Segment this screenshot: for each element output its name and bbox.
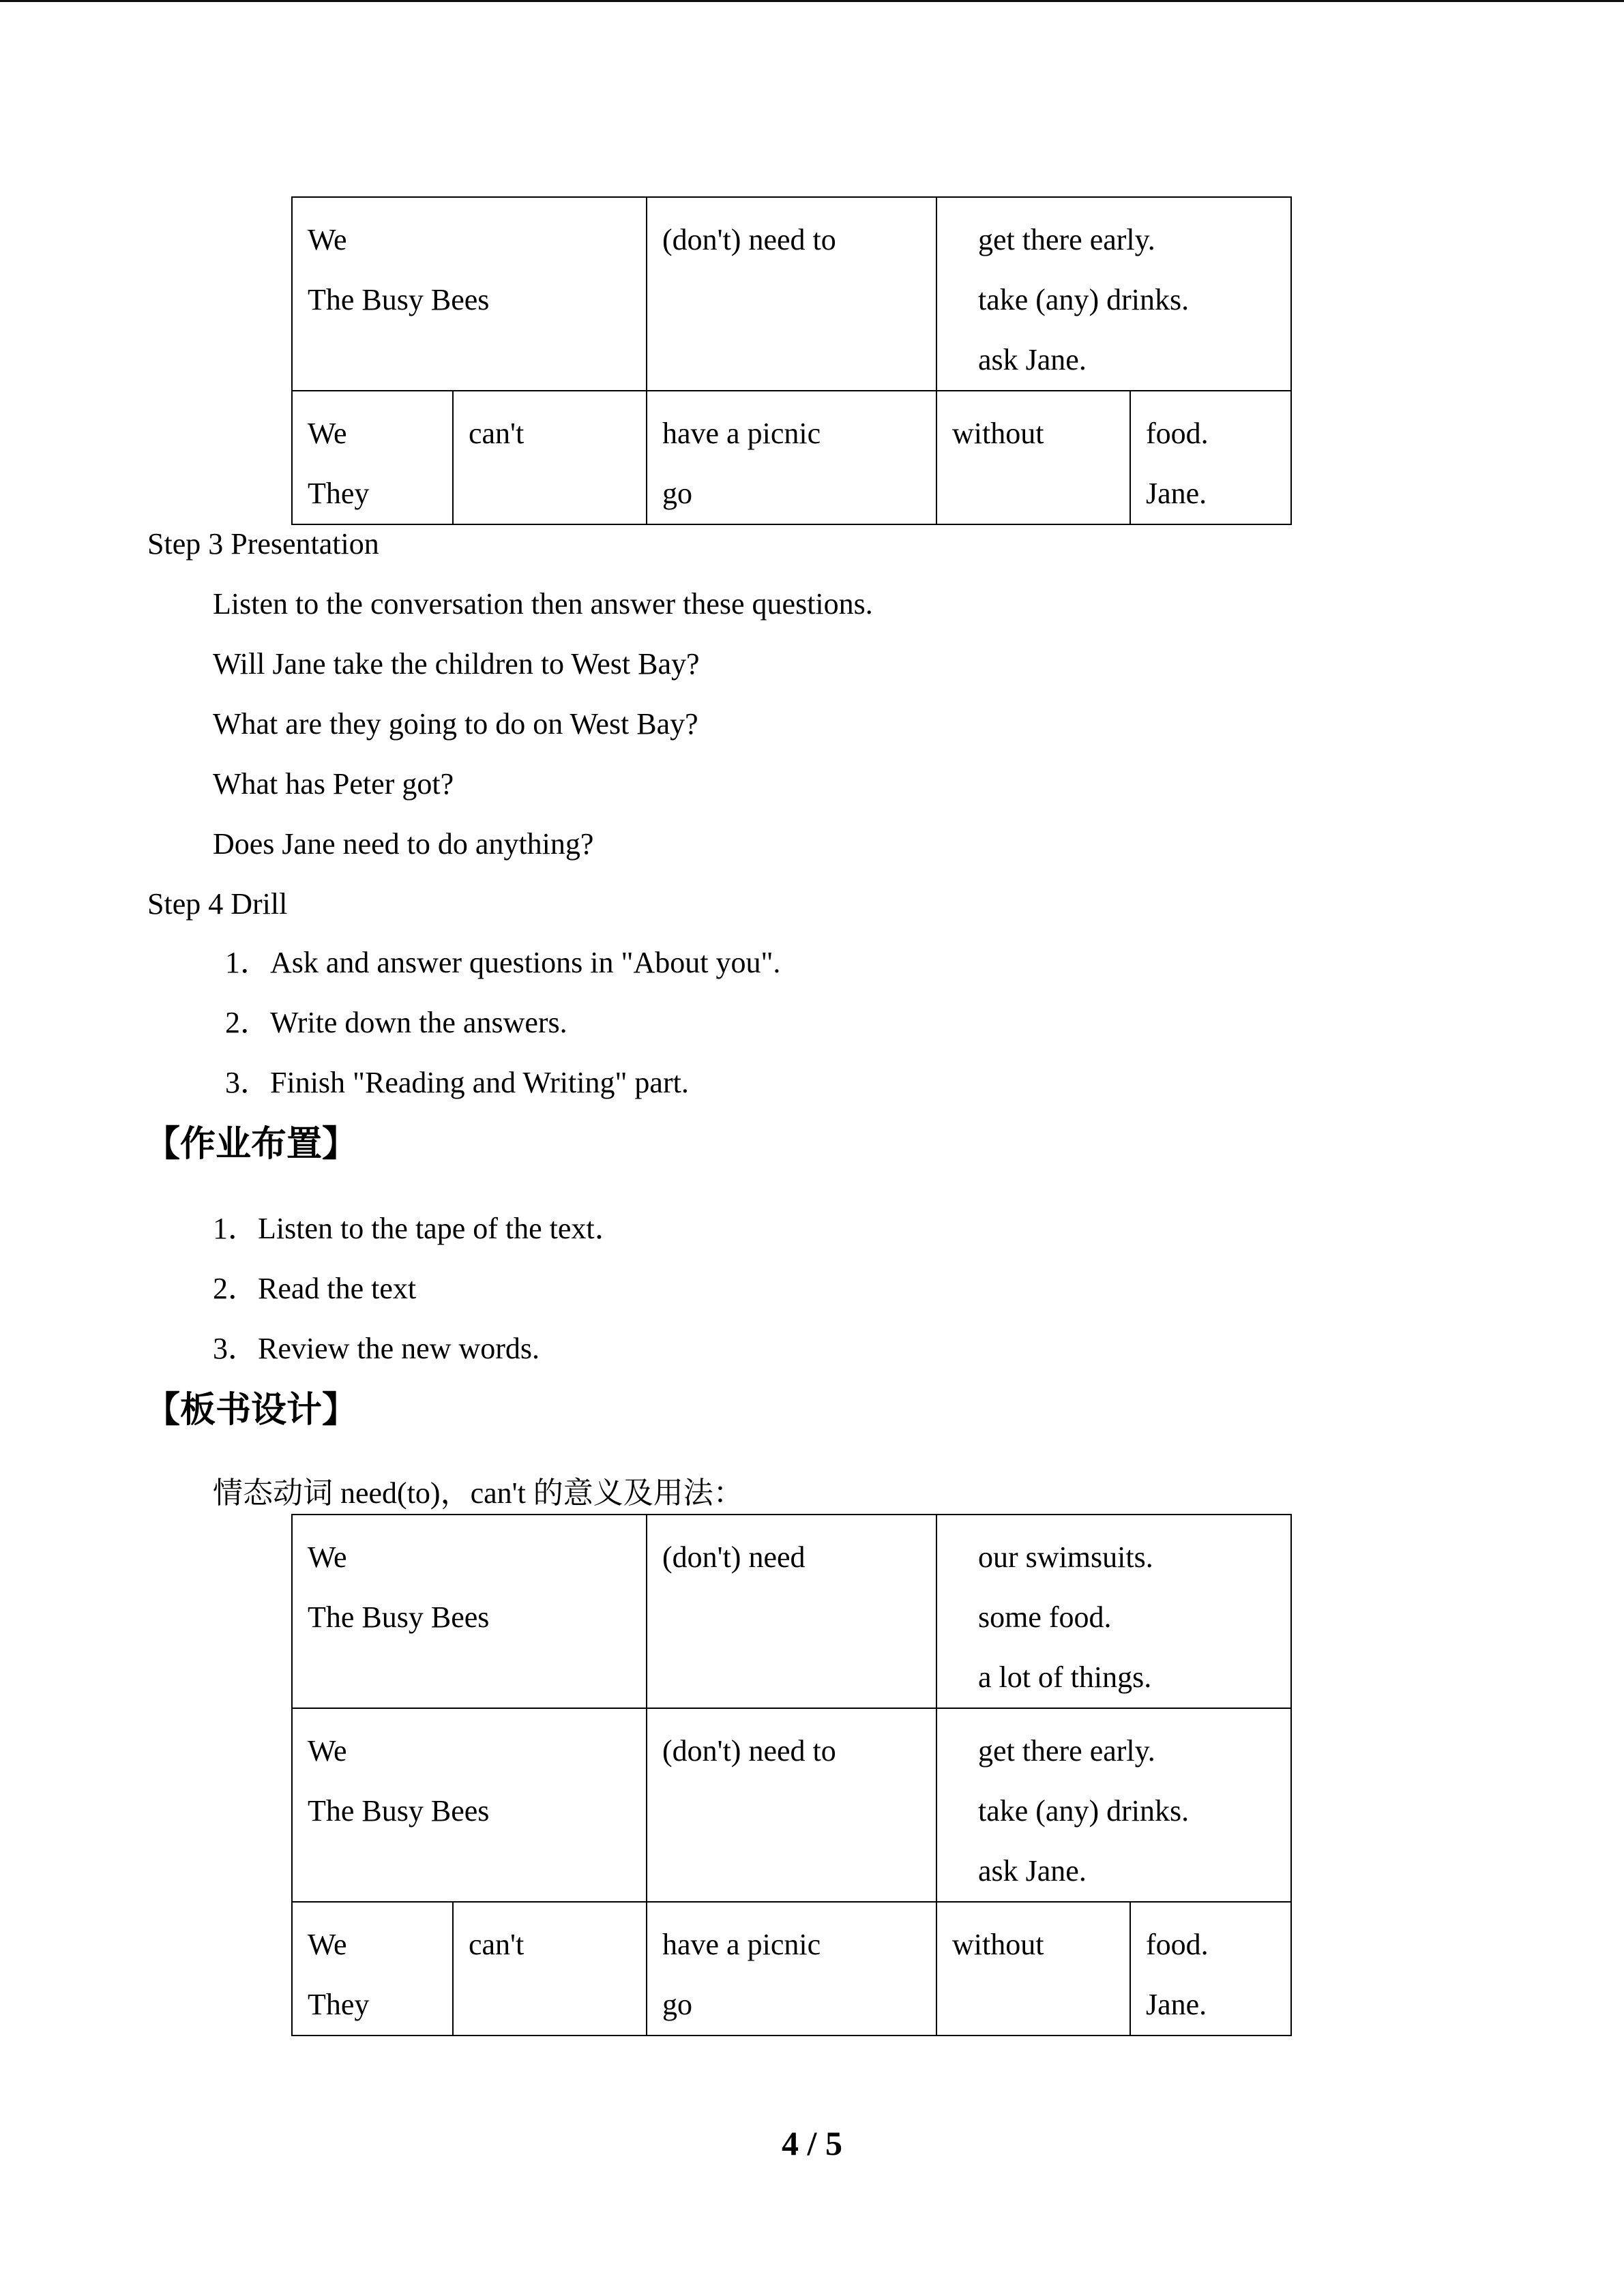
table-cell: We The Busy Bees — [292, 1708, 647, 1902]
step3-line: What are they going to do on West Bay? — [213, 707, 698, 741]
homework-item: 3．Review the new words. — [213, 1332, 540, 1365]
step3-line: Will Jane take the children to West Bay? — [213, 647, 700, 681]
table-row — [292, 1902, 1291, 2036]
step3-line: Does Jane need to do anything? — [213, 827, 594, 861]
table-cell: without — [936, 1902, 1130, 2036]
table-cell: (don't) need to — [647, 197, 936, 391]
page-top-border — [0, 0, 1624, 2]
homework-item: 1．Listen to the tape of the text． — [213, 1212, 625, 1245]
table-row — [292, 391, 1291, 524]
step3-heading: Step 3 Presentation — [147, 527, 379, 561]
table-cell: have a picnic go — [647, 1902, 936, 2036]
table-row — [292, 197, 1291, 391]
page-number: 4 / 5 — [782, 2124, 842, 2162]
step4-item: 2．Write down the answers. — [225, 1006, 567, 1039]
step3-line: What has Peter got? — [213, 767, 454, 801]
table-cell: We The Busy Bees — [292, 1515, 647, 1708]
board-intro: 情态动词 need(to)，can't 的意义及用法： — [213, 1476, 743, 1510]
table-cell: our swimsuits. some food. a lot of things. — [936, 1515, 1291, 1708]
table-cell: food. Jane. — [1130, 1902, 1291, 2036]
step3-line: Listen to the conversation then answer these questions. — [213, 587, 873, 621]
homework-item: 2．Read the text — [213, 1272, 417, 1305]
step4-item: 1．Ask and answer questions in "About you". — [225, 946, 781, 979]
table-cell: We The Busy Bees — [292, 197, 647, 391]
table-cell: without — [936, 391, 1130, 524]
board-heading: 【板书设计】 — [145, 1390, 358, 1431]
table-cell: have a picnic go — [647, 391, 936, 524]
step4-heading: Step 4 Drill — [147, 887, 288, 921]
table-cell: (don't) need to — [647, 1708, 936, 1902]
table-cell: We They — [292, 1902, 453, 2036]
table-cell: can't — [453, 1902, 647, 2036]
grammar-table-top — [291, 196, 1292, 525]
table-cell: (don't) need — [647, 1515, 936, 1708]
table-cell: We They — [292, 391, 453, 524]
grammar-table-board — [291, 1514, 1292, 2036]
table-row — [292, 1515, 1291, 1708]
table-cell: can't — [453, 391, 647, 524]
step4-item: 3．Finish "Reading and Writing" part. — [225, 1066, 689, 1099]
table-cell: get there early. take (any) drinks. ask Jane. — [936, 1708, 1291, 1902]
table-row — [292, 1708, 1291, 1902]
table-cell: food. Jane. — [1130, 391, 1291, 524]
homework-heading: 【作业布置】 — [145, 1124, 358, 1165]
table-cell: get there early. take (any) drinks. ask Jane. — [936, 197, 1291, 391]
